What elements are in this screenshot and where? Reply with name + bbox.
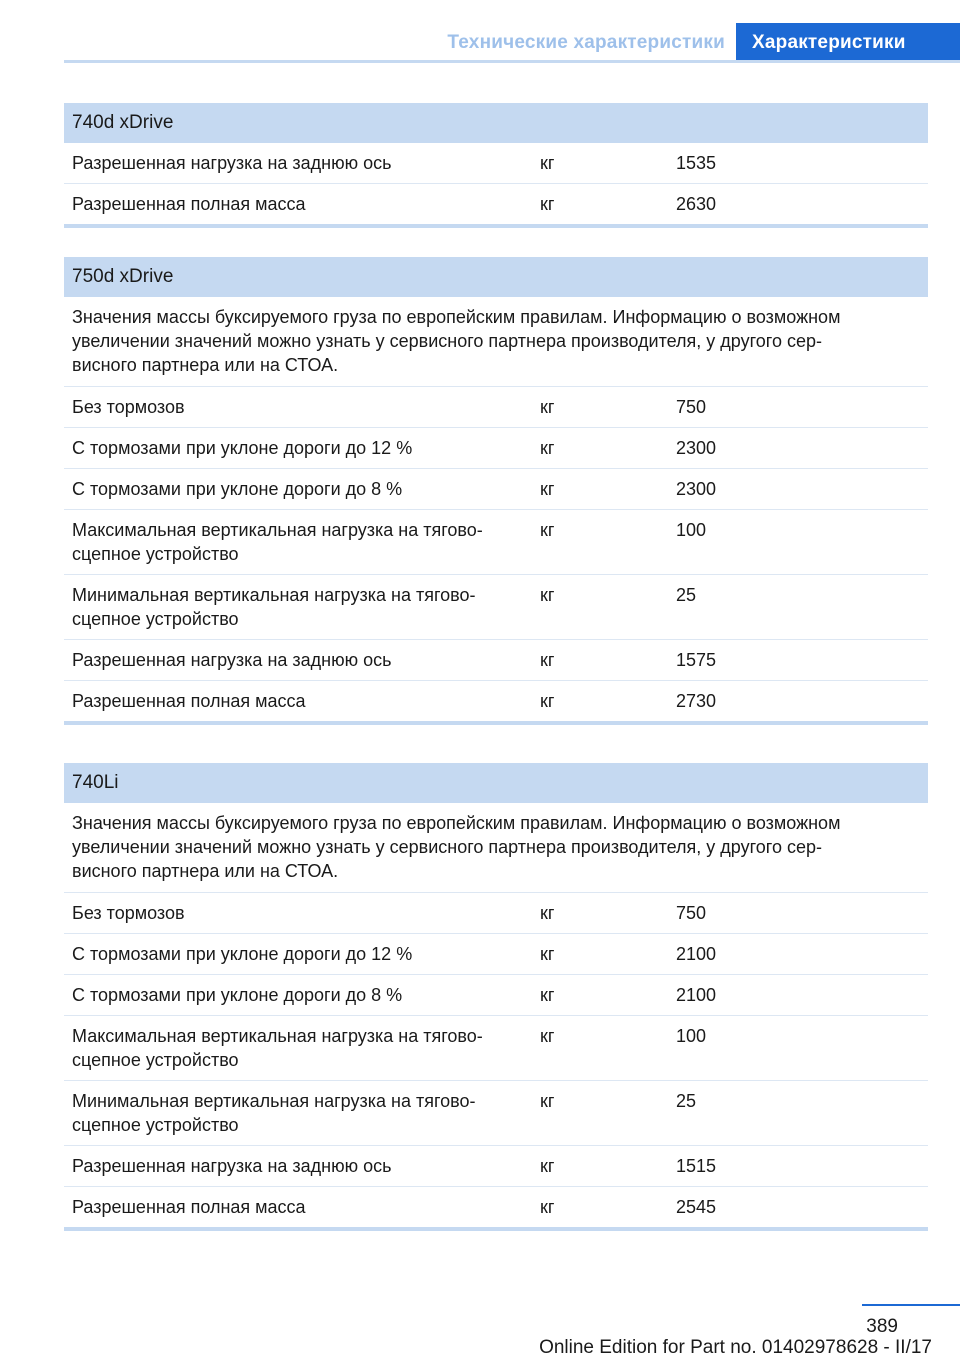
row-value: 100	[676, 520, 707, 540]
table-title: 750d xDrive	[64, 257, 928, 297]
table-row	[64, 184, 928, 224]
row-label: С тормозами при уклоне дороги до 8 %	[72, 479, 403, 499]
row-unit: кг	[540, 1091, 555, 1111]
row-unit: кг	[540, 650, 555, 670]
table-row	[64, 469, 928, 510]
row-value: 2100	[676, 944, 717, 964]
row-label: Разрешенная нагрузка на заднюю ось	[72, 153, 392, 173]
table-row	[64, 510, 928, 575]
row-label: С тормозами при уклоне дороги до 8 %	[72, 985, 403, 1005]
spec-table-740d-xdrive	[64, 103, 928, 228]
row-label-line: сцепное устройство	[72, 544, 239, 564]
table-row	[64, 575, 928, 640]
edition-footer: Online Edition for Part no. 01402978628 - II/17	[539, 1337, 932, 1358]
row-value: 25	[676, 1091, 697, 1111]
table-row	[64, 428, 928, 469]
row-label	[64, 1024, 532, 1072]
row-unit: кг	[540, 1026, 555, 1046]
row-unit: кг	[540, 903, 555, 923]
table-note	[64, 297, 928, 387]
row-value: 2730	[676, 691, 717, 711]
row-label	[64, 1089, 532, 1137]
row-value: 2545	[676, 1197, 717, 1217]
spec-table-740li	[64, 763, 928, 1231]
row-unit: кг	[540, 153, 555, 173]
row-unit: кг	[540, 520, 555, 540]
table-row	[64, 975, 928, 1016]
row-label	[64, 518, 532, 566]
page-number: 389	[866, 1316, 898, 1337]
note-line: увеличении значений можно узнать у сервисного партнера производителя, у другого сер-	[72, 837, 822, 857]
row-unit: кг	[540, 194, 555, 214]
row-value: 750	[676, 903, 707, 923]
row-value: 2100	[676, 985, 717, 1005]
row-label-line: сцепное устройство	[72, 1050, 239, 1070]
row-value: 100	[676, 1026, 707, 1046]
row-label: Разрешенная полная масса	[72, 1197, 306, 1217]
note-line: висного партнера или на СТОА.	[72, 355, 339, 375]
table-row	[64, 387, 928, 428]
note-line: Значения массы буксируемого груза по европейским правилам. Информацию о возможном	[72, 813, 841, 833]
row-value: 2630	[676, 194, 717, 214]
row-label-line: Минимальная вертикальная нагрузка на тягово-	[72, 1091, 476, 1111]
row-unit: кг	[540, 944, 555, 964]
table-note	[64, 803, 928, 893]
row-value: 1575	[676, 650, 717, 670]
table-row	[64, 934, 928, 975]
page-number-rule	[862, 1304, 960, 1306]
note-line: Значения массы буксируемого груза по европейским правилам. Информацию о возможном	[72, 307, 841, 327]
note-line: увеличении значений можно узнать у сервисного партнера производителя, у другого сер-	[72, 331, 822, 351]
row-unit: кг	[540, 1156, 555, 1176]
section-title: Технические характеристики	[447, 32, 725, 53]
row-label: Разрешенная полная масса	[72, 194, 306, 214]
row-label: С тормозами при уклоне дороги до 12 %	[72, 438, 413, 458]
row-unit: кг	[540, 985, 555, 1005]
row-unit: кг	[540, 479, 555, 499]
row-label: Разрешенная нагрузка на заднюю ось	[72, 650, 392, 670]
table-row	[64, 893, 928, 934]
table-row	[64, 681, 928, 721]
table-title: 740d xDrive	[64, 103, 928, 143]
row-value: 1515	[676, 1156, 717, 1176]
row-value: 25	[676, 585, 697, 605]
row-label: Без тормозов	[72, 903, 185, 923]
note-line: висного партнера или на СТОА.	[72, 861, 339, 881]
row-label-line: Максимальная вертикальная нагрузка на тягово-	[72, 520, 483, 540]
row-value: 2300	[676, 479, 717, 499]
row-label: Разрешенная полная масса	[72, 691, 306, 711]
row-value: 2300	[676, 438, 717, 458]
row-value: 1535	[676, 153, 717, 173]
spec-table-750d-xdrive	[64, 257, 928, 725]
table-row	[64, 1146, 928, 1187]
header-rule	[64, 60, 960, 63]
row-unit: кг	[540, 397, 555, 417]
row-unit: кг	[540, 691, 555, 711]
row-label-line: Минимальная вертикальная нагрузка на тягово-	[72, 585, 476, 605]
table-row	[64, 143, 928, 184]
row-label-line: Максимальная вертикальная нагрузка на тягово-	[72, 1026, 483, 1046]
row-label: Разрешенная нагрузка на заднюю ось	[72, 1156, 392, 1176]
row-label-line: сцепное устройство	[72, 609, 239, 629]
row-unit: кг	[540, 585, 555, 605]
chapter-tab: Характеристики	[736, 23, 960, 63]
row-label	[64, 583, 532, 631]
row-label: Без тормозов	[72, 397, 185, 417]
row-unit: кг	[540, 438, 555, 458]
table-row	[64, 1187, 928, 1227]
row-label-line: сцепное устройство	[72, 1115, 239, 1135]
table-title: 740Li	[64, 763, 928, 803]
table-row	[64, 640, 928, 681]
table-row	[64, 1081, 928, 1146]
table-row	[64, 1016, 928, 1081]
row-label: С тормозами при уклоне дороги до 12 %	[72, 944, 413, 964]
row-value: 750	[676, 397, 707, 417]
row-unit: кг	[540, 1197, 555, 1217]
